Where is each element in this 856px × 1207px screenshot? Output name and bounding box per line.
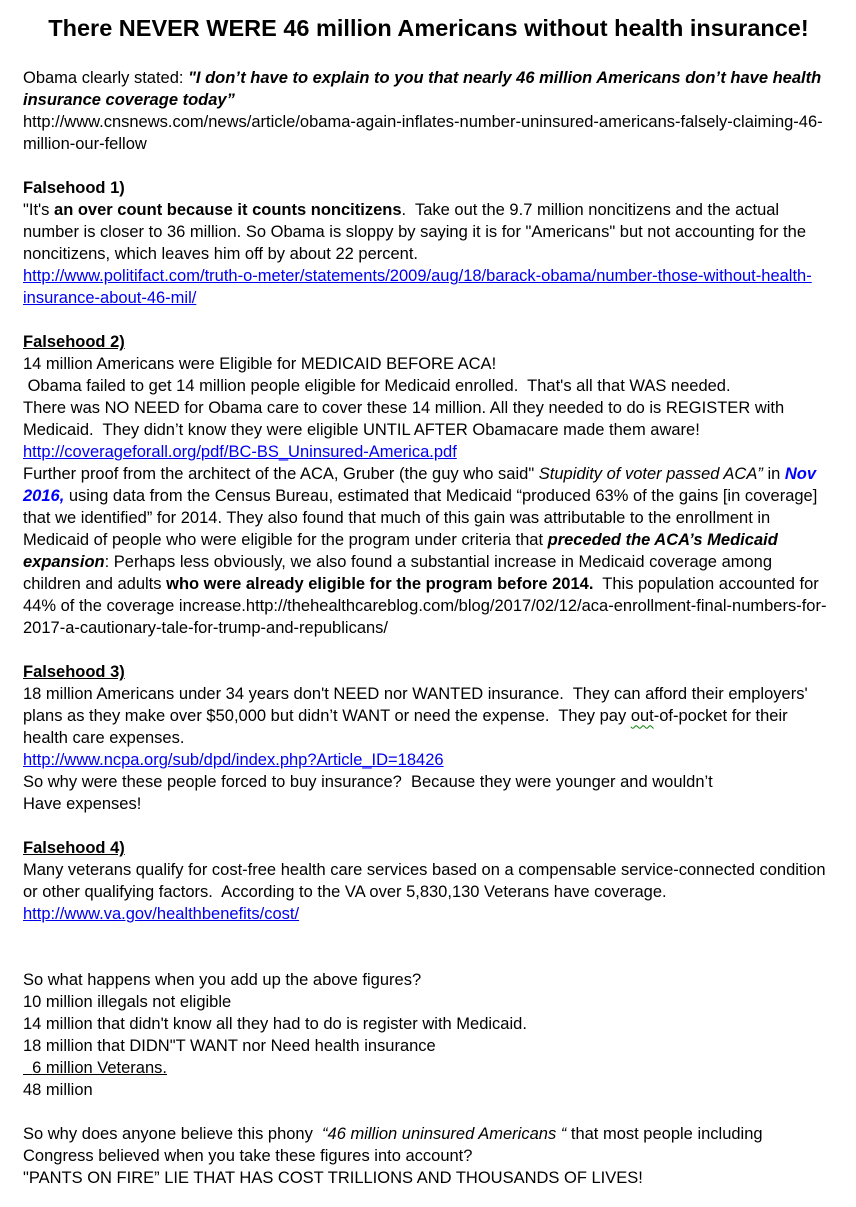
falsehood-2-line-2	[23, 375, 834, 397]
falsehood-4-paragraph	[23, 859, 834, 903]
text-run: who were already eligible for the program before 2014.	[166, 575, 594, 594]
text-run: 18 million Americans under 34 years don't NEED nor WANTED insurance. They can afford their employers' plans as they make over $50,000 but didn’t WANT or need the expense. They pay	[23, 685, 813, 726]
text-run: So why were these people forced to buy insurance? Because they were younger and wouldn’t	[23, 773, 713, 792]
text-run: 48 million	[23, 1081, 93, 1100]
text-run: Falsehood 3)	[23, 663, 125, 682]
text-run: 6 million Veterans.	[23, 1059, 167, 1078]
coverageforall-link-paragraph	[23, 441, 834, 463]
page-title: There NEVER WERE 46 million Americans without health insurance!	[48, 15, 809, 41]
text-run: 14 million Americans were Eligible for MEDICAID BEFORE ACA!	[23, 355, 497, 374]
summary-line-didnt-want	[23, 1035, 834, 1057]
ncpa-link-paragraph	[23, 749, 834, 771]
conclusion-paragraph	[23, 1123, 834, 1167]
text-run: -of-pocket for their health care expenses.	[23, 707, 793, 748]
text-run: Falsehood 2)	[23, 333, 125, 352]
text-run: preceded the ACA’s Medicaid expansion	[23, 531, 783, 572]
text-run: "PANTS ON FIRE” LIE THAT HAS COST TRILLIONS AND THOUSANDS OF LIVES!	[23, 1169, 643, 1188]
va-link-paragraph	[23, 903, 834, 925]
text-run: Obama failed to get 14 million people eligible for Medicaid enrolled. That's all that WAS needed.	[23, 377, 731, 396]
summary-total	[23, 1079, 834, 1101]
falsehood-2-line-3	[23, 397, 834, 441]
text-run: Stupidity of voter passed ACA”	[538, 465, 763, 484]
text-run: 10 million illegals not eligible	[23, 993, 232, 1012]
falsehood-3-closing	[23, 771, 834, 815]
falsehood-1-paragraph	[23, 199, 834, 265]
text-run: Many veterans qualify for cost-free health care services based on a compensable service-connected condition or other qualifying factors. According to the VA over 5,830,130 Veterans have coverage.	[23, 861, 831, 902]
intro-quote-paragraph	[23, 67, 834, 111]
hyperlink[interactable]: http://www.va.gov/healthbenefits/cost/	[23, 905, 300, 924]
text-run: : Perhaps less obviously, we also found a substantial increase in Medicaid coverage among children and adults	[23, 553, 777, 594]
summary-line-illegals	[23, 991, 834, 1013]
gruber-paragraph	[23, 463, 834, 639]
text-run: Have expenses!	[23, 795, 142, 814]
pants-on-fire-line	[23, 1167, 834, 1189]
text-run: http://www.cnsnews.com/news/article/obama-again-inflates-number-uninsured-americans-falsely-claiming-46-million-our-fellow	[23, 113, 823, 154]
hyperlink[interactable]: http://www.politifact.com/truth-o-meter/statements/2009/aug/18/barack-obama/number-those-without-health-insurance-about-46-mil/	[23, 267, 812, 308]
falsehood-3-heading	[23, 661, 834, 683]
text-run: So why does anyone believe this phony	[23, 1125, 323, 1144]
falsehood-2-line-1	[23, 353, 834, 375]
spellcheck-flagged-word: out	[630, 707, 654, 726]
summary-line-medicaid	[23, 1013, 834, 1035]
text-run: 18 million that DIDN"T WANT nor Need health insurance	[23, 1037, 436, 1056]
text-run: There was NO NEED for Obama care to cover these 14 million. All they needed to do is REGISTER with Medicaid. They didn’t know they were eligible UNTIL AFTER Obamacare made them aware!	[23, 399, 789, 440]
text-run: So what happens when you add up the above figures?	[23, 971, 422, 990]
falsehood-2-heading	[23, 331, 834, 353]
text-run: using data from the Census Bureau, estimated that Medicaid “produced 63% of the gains [in coverage] that we identified” for 2014. They also found that much of this gain was attributable to the enrollment in Medicaid of people who were eligible for the program under criteria that	[23, 487, 822, 550]
text-run: 14 million that didn't know all they had to do is register with Medicaid.	[23, 1015, 527, 1034]
text-run: Nov 2016,	[23, 465, 821, 506]
hyperlink[interactable]: http://www.ncpa.org/sub/dpd/index.php?Article_ID=18426	[23, 751, 444, 770]
falsehood-4-heading	[23, 837, 834, 859]
text-run: Falsehood 1)	[23, 179, 125, 198]
text-run: an over count because it counts noncitizens	[54, 201, 402, 220]
text-run: in	[762, 465, 785, 484]
document-body	[23, 67, 834, 1189]
falsehood-3-paragraph	[23, 683, 834, 749]
text-run: . Take out the 9.7 million noncitizens and the actual number is closer to 36 million. So Obama is sloppy by saying it is for "Americans" but not accounting for the noncitizens, which leaves him off by about 22 percent.	[23, 201, 811, 264]
text-run: "I don’t have to explain to you that nearly 46 million Americans don’t have health insurance coverage today”	[23, 69, 826, 110]
text-run: Falsehood 4)	[23, 839, 125, 858]
summary-line-veterans	[23, 1057, 834, 1079]
text-run: “46 million uninsured Americans “	[322, 1125, 567, 1144]
summary-intro	[23, 969, 834, 991]
falsehood-1-heading	[23, 177, 834, 199]
hyperlink[interactable]: http://coverageforall.org/pdf/BC-BS_Uninsured-America.pdf	[23, 443, 457, 462]
text-run: Obama clearly stated:	[23, 69, 189, 88]
text-run: Further proof from the architect of the ACA, Gruber (the guy who said"	[23, 465, 539, 484]
politifact-link-paragraph	[23, 265, 834, 309]
cnsnews-url-text	[23, 111, 834, 155]
text-run: "It's	[23, 201, 55, 220]
text-run: that most people including Congress believed when you take these figures into account?	[23, 1125, 768, 1166]
text-run: This population accounted for 44% of the coverage increase.http://thehealthcareblog.com/blog/2017/02/12/aca-enrollment-final-numbers-for-2017-a-cautionary-tale-for-trump-and-republicans/	[23, 575, 827, 638]
